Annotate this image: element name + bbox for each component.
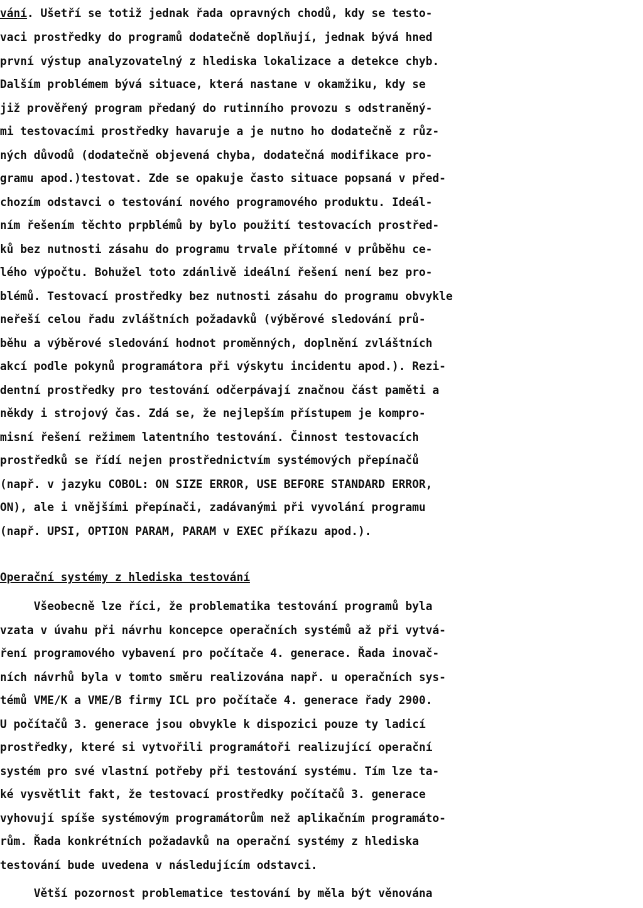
- text-line: ření programového vybavení pro počítače 4. generace. Řada inovač-: [0, 647, 440, 660]
- text-line: [0, 4, 432, 24]
- text-line: ných důvodů (dodatečně objevená chyba, dodatečná modifikace pro-: [0, 149, 433, 162]
- text-line: gramu apod.)testovat. Zde se opakuje často situace popsaná v před-: [0, 172, 446, 185]
- text-line: ků bez nutnosti zásahu do programu trvale přítomné v průběhu ce-: [0, 243, 433, 256]
- text-line: prostředky, které si vytvořili programátoři realizující operační: [0, 741, 433, 754]
- text-fragment: . Ušetří se totiž jednak řada opravných chodů, kdy se testo-: [27, 7, 433, 20]
- text-line: mi testovacími prostředky havaruje a je nutno ho dodatečně z růz-: [0, 125, 440, 138]
- text-line: ním řešením těchto prpblémů by bylo použití testovacích prostřed-: [0, 219, 440, 232]
- text-line: ON), ale i vnějšími přepínači, zadávanými při vyvolání programu: [0, 501, 426, 514]
- text-line: běhu a výběrové sledování hodnot proměnných, doplnění zvláštních: [0, 337, 433, 350]
- text-line: ké vysvětlit fakt, že testovací prostředky počítačů 3. generace: [0, 788, 426, 801]
- text-line: témů VME/K a VME/B firmy ICL pro počítače 4. generace řady 2900.: [0, 694, 433, 707]
- text-fragment-underlined: vání: [0, 7, 28, 20]
- text-line: U počítačů 3. generace jsou obvykle k dispozici pouze ty ladicí: [0, 718, 426, 731]
- text-line: testování bude uvedena v následujícím odstavci.: [0, 859, 318, 872]
- text-line: první výstup analyzovatelný z hlediska lokalizace a detekce chyb.: [0, 55, 440, 68]
- text-line: rům. Řada konkrétních požadavků na operační systémy z hlediska: [0, 835, 419, 848]
- text-line: ních návrhů byla v tomto směru realizována např. u operačních sys-: [0, 671, 446, 684]
- text-line: systém pro své vlastní potřeby při testování systému. Tím lze ta-: [0, 765, 440, 778]
- text-line: akcí podle pokynů programátora při výskytu incidentu apod.). Rezi-: [0, 360, 446, 373]
- text-line: Větší pozornost problematice testování by měla být věnována: [0, 887, 433, 900]
- text-line: lého výpočtu. Bohužel toto zdánlivě ideální řešení není bez pro-: [0, 266, 433, 279]
- text-line: (např. v jazyku COBOL: ON SIZE ERROR, USE BEFORE STANDARD ERROR,: [0, 478, 433, 491]
- text-line: Dalším problémem bývá situace, která nastane v okamžiku, kdy se: [0, 78, 426, 91]
- text-line: někdy i strojový čas. Zdá se, že nejlepším přístupem je kompro-: [0, 407, 426, 420]
- text-line: prostředků se řídí nejen prostřednictvím systémových přepínačů: [0, 454, 419, 467]
- text-line: Všeobecně lze říci, že problematika testování programů byla: [0, 600, 433, 613]
- text-line: (např. UPSI, OPTION PARAM, PARAM v EXEC příkazu apod.).: [0, 525, 372, 538]
- text-line: misní řešení režimem latentního testování. Činnost testovacích: [0, 431, 419, 444]
- text-line: vzata v úvahu při návrhu koncepce operačních systémů až při vytvá-: [0, 624, 446, 637]
- text-line: chozím odstavci o testování nového programového produktu. Ideál-: [0, 196, 433, 209]
- text-line: dentní prostředky pro testování odčerpávají značnou část paměti a: [0, 384, 440, 397]
- text-line: blémů. Testovací prostředky bez nutnosti zásahu do programu obvykle: [0, 290, 453, 303]
- text-line: již prověřený program předaný do rutinního provozu s odstraněný-: [0, 102, 433, 115]
- section-heading: Operační systémy z hlediska testování: [0, 571, 250, 584]
- text-line: vyhovují spíše systémovým programátorům než aplikačním programáto-: [0, 812, 446, 825]
- text-line: neřeší celou řadu zvláštních požadavků (výběrové sledování prů-: [0, 313, 426, 326]
- text-line: vaci prostředky do programů dodatečně doplňují, jednak bývá hned: [0, 31, 433, 44]
